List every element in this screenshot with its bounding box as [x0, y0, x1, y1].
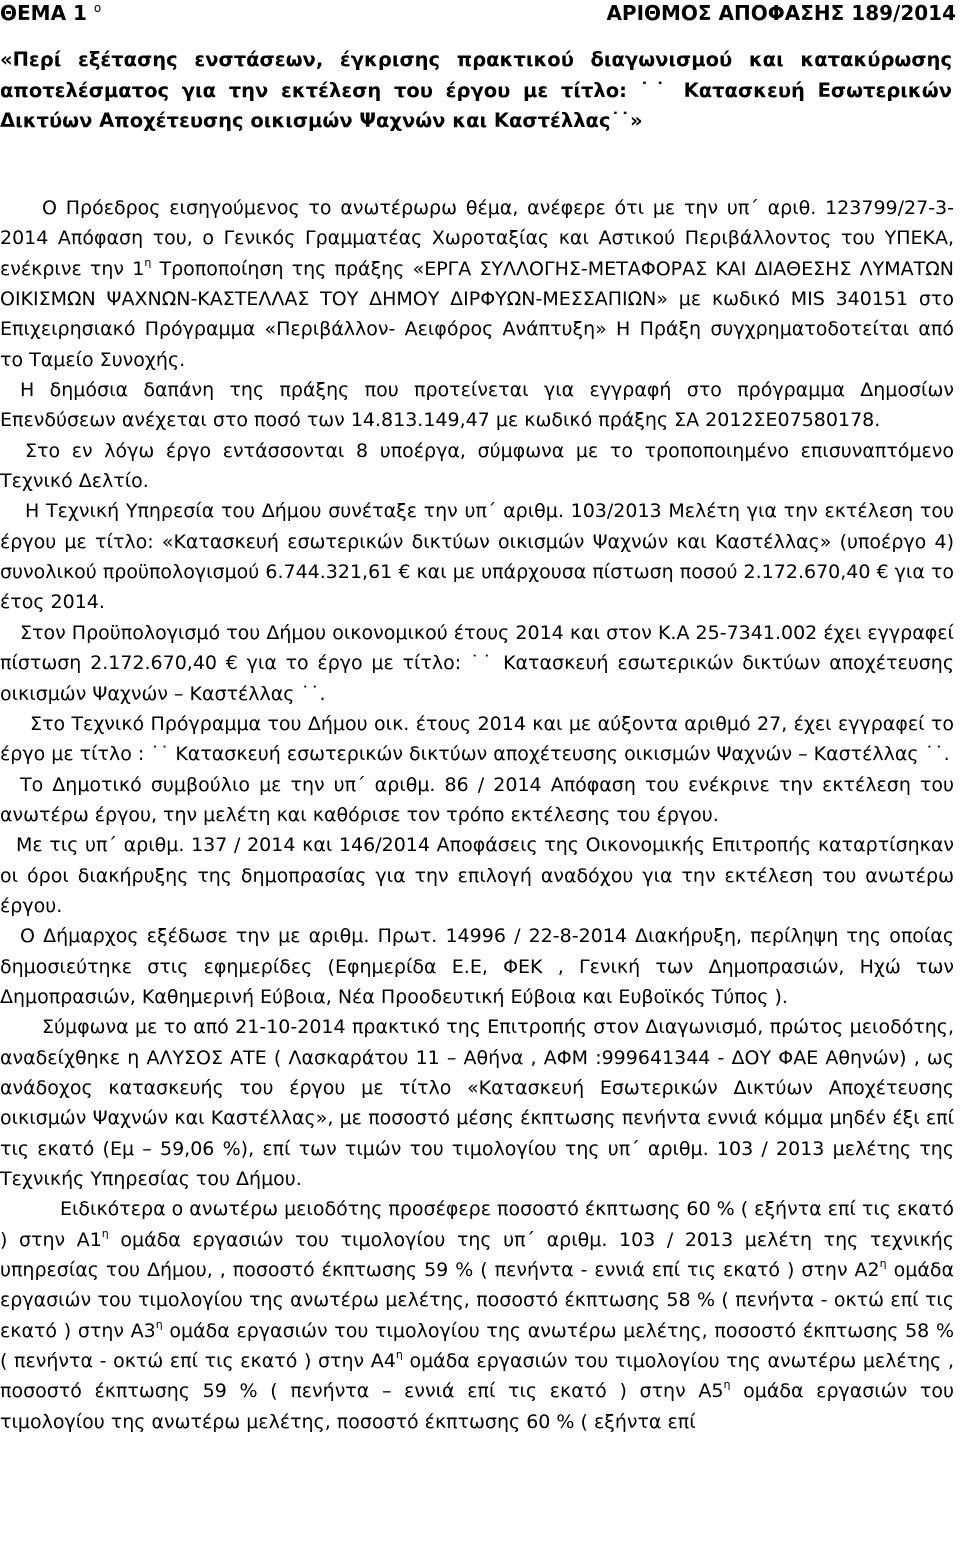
ordinal-superscript: η — [395, 1348, 403, 1362]
paragraph-subprojects: Στο εν λόγω έργο εντάσσονται 8 υποέργα, σύμφωνα με το τροποποιημένο επισυναπτόμενο Τεχνικό Δελτίο. — [0, 439, 954, 493]
theme-label: ΘΕΜΑ 1 — [0, 1, 87, 25]
document-header — [0, 0, 956, 29]
discount-text-a: Ειδικότερα ο ανωτέρω μειοδότης προσέφερε ποσοστό έκπτωσης 60 % ( εξήντα επί τις εκατό ) στην Α1 — [0, 1198, 955, 1251]
theme-number — [0, 0, 101, 29]
paragraph-budget: Στον Προϋπολογισμό του Δήμου οικονομικού έτους 2014 και στον Κ.Α 25-7341.002 έχει εγγραφεί πίστωση 2.172.670,40 € για το έργο με τίτλο: ˙˙ Κατασκευή εσωτερικών δικτύων αποχέτευσης οικισμών Ψαχνών – Καστέλλας ˙˙. — [0, 621, 954, 705]
ordinal-superscript: η — [144, 255, 152, 269]
paragraph-finance-committee: Με τις υπ΄ αριθμ. 137 / 2014 και 146/2014 Αποφάσεις της Οικονομικής Επιτροπής καταρτίσηκαν οι όροι διακήρυξης της δημοπρασίας για την επιλογή αναδόχου για την εκτέλεση του ανωτέρω έργου. — [0, 834, 954, 917]
decision-number: ΑΡΙΘΜΟΣ ΑΠΟΦΑΣΗΣ 189/2014 — [606, 1, 956, 25]
paragraph-public-expense: Η δημόσια δαπάνη της πράξης που προτείνεται για εγγραφή στο πρόγραμμα Δημοσίων Επενδύσεων ανέχεται στο ποσό των 14.813.149,47 με κωδικό πράξης ΣΑ 2012ΣΕ07580178. — [0, 379, 954, 432]
theme-superscript: ο — [93, 1, 102, 15]
discount-text-d: ομάδα εργασιών του τιμολογίου της ανωτέρω μελέτης, ποσοστό έκπτωσης 58 % ( πενήντα - οκτώ επί τις εκατό ) στην Α4 — [0, 1319, 954, 1373]
ordinal-superscript: η — [155, 1317, 163, 1331]
paragraph-discount-details — [0, 1194, 954, 1437]
ordinal-superscript: η — [879, 1257, 887, 1271]
discount-text-e: ομάδα εργασιών του τιμολογίου της ανωτέρω μελέτης , ποσοστό έκπτωσης 59 % ( πενήντα – εννιά επί τις εκατό ) στην Α5 — [0, 1350, 954, 1403]
paragraph-technical-program: Στο Τεχνικό Πρόγραμμα του Δήμου οικ. έτους 2014 και με αύξοντα αριθμό 27, έχει εγγραφεί το έργο με τίτλο : ˙˙ Κατασκευή εσωτερικών δικτύων αποχέτευσης οικισμών Ψαχνών – Καστέλλας ˙˙. — [0, 712, 954, 766]
paragraph-decision — [0, 193, 954, 375]
paragraph-decision-text: Ο Πρόεδρος εισηγούμενος το ανωτέρωρω θέμα, ανέφερε ότι με την υπ΄ αριθ. 123799/27-3-2014 Απόφαση του, ο Γενικός Γραμματέας Χωροταξίας και Αστικού Περιβάλλοντος του ΥΠΕΚΑ, ενέκρινε την 1 — [0, 197, 954, 280]
subject-title: «Περί εξέτασης ενστάσεων, έγκρισης πρακτικού διαγωνισμού και κατακύρωσης αποτελέσματος για την εκτέλεση του έργου με τίτλο: ˙˙ Κατασκευή Εσωτερικών Δικτύων Αποχέτευσης οικισμών Ψαχνών και Καστέλλας˙˙» — [0, 48, 952, 132]
discount-text-f: ομάδα εργασιών του τιμολογίου της ανωτέρω μελέτης, ποσοστό έκπτωσης 60 % ( εξήντα επί — [0, 1380, 954, 1433]
paragraph-mayor-notice: Ο Δήμαρχος εξέδωσε την με αριθμ. Πρωτ. 14996 / 22-8-2014 Διακήρυξη, περίληψη της οποίας δημοσιεύτηκε στις εφημερίδες (Εφημερίδα Ε.Ε, ΦΕΚ , Γενική των Δημοπρασιών, Ηχώ των Δημοπρασιών, Καθημερινή Εύβοια, Νέα Προοδευτική Εύβοια και Ευβοϊκός Τύπος ). — [0, 925, 954, 1008]
paragraph-decision-text-cont: Τροποποίηση της πράξης «ΕΡΓΑ ΣΥΛΛΟΓΗΣ-ΜΕΤΑΦΟΡΑΣ ΚΑΙ ΔΙΑΘΕΣΗΣ ΛΥΜΑΤΩΝ ΟΙΚΙΣΜΩΝ ΨΑΧΝΩΝ-ΚΑΣΤΕΛΛΑΣ ΤΟΥ ΔΗΜΟΥ ΔΙΡΦΥΩΝ-ΜΕΣΣΑΠΙΩΝ» με κωδικό MIS 340151 στο Επιχειρησιακό Πρόγραμμα «Περιβάλλον- Αειφόρος Ανάπτυξη» Η Πράξη συγχρηματοδοτείται από το Ταμείο Συνοχής. — [0, 257, 954, 371]
paragraph-municipal-council: Το Δημοτικό συμβούλιο με την υπ΄ αριθμ. 86 / 2014 Απόφαση του ενέκρινε την εκτέλεση του ανωτέρω έργου, την μελέτη και καθόρισε τον τρόπο εκτέλεσης του έργου. — [0, 773, 954, 826]
paragraph-tender-result: Σύμφωνα με το από 21-10-2014 πρακτικό της Επιτροπής στον Διαγωνισμό, πρώτος μειοδότης, αναδείχθηκε η ΑΛΥΣΟΣ ΑΤΕ ( Λασκαράτου 11 – Αθήνα , ΑΦΜ :999641344 - ΔΟΥ ΦΑΕ Αθηνών) , ως ανάδοχος κατασκευής του έργου με τίτλο «Κατασκευή Εσωτερικών Δικτύων Αποχέτευσης οικισμών Ψαχνών και Καστέλλας», με ποσοστό μέσης έκπτωσης πενήντα εννιά κόμμα μηδέν έξι επί τις εκατό (Εμ – 59,06 %), επί των τιμών του τιμολογίου της υπ΄ αριθμ. 103 / 2013 μελέτης της Τεχνικής Υπηρεσίας του Δήμου. — [0, 1016, 954, 1190]
document-body — [0, 193, 954, 1437]
paragraph-technical-service: Η Τεχνική Υπηρεσία του Δήμου συνέταξε την υπ΄ αριθμ. 103/2013 Μελέτη για την εκτέλεση του έργου με τίτλο: «Κατασκευή εσωτερικών δικτύων οικισμών Ψαχνών και Καστέλλας» (υποέργο 4) συνολικού προϋπολογισμού 6.744.321,61 € και με υπάρχουσα πίστωση ποσού 2.172.670,40 € για το έτος 2014. — [0, 500, 954, 614]
discount-text-c: ομάδα εργασιών του τιμολογίου της ανωτέρω μελέτης, ποσοστό έκπτωσης 58 % ( πενήντα - οκτώ επί τις εκατό ) στην Α3 — [0, 1259, 954, 1342]
ordinal-superscript: η — [723, 1378, 731, 1392]
ordinal-superscript: η — [101, 1226, 109, 1240]
discount-text-b: ομάδα εργασιών του τιμολογίου της υπ΄ αριθμ. 103 / 2013 μελέτη της τεχνικής υπηρεσίας του Δήμου, , ποσοστό έκπτωσης 59 % ( πενήντα - εννιά επί τις εκατό ) στην Α2 — [0, 1228, 955, 1282]
